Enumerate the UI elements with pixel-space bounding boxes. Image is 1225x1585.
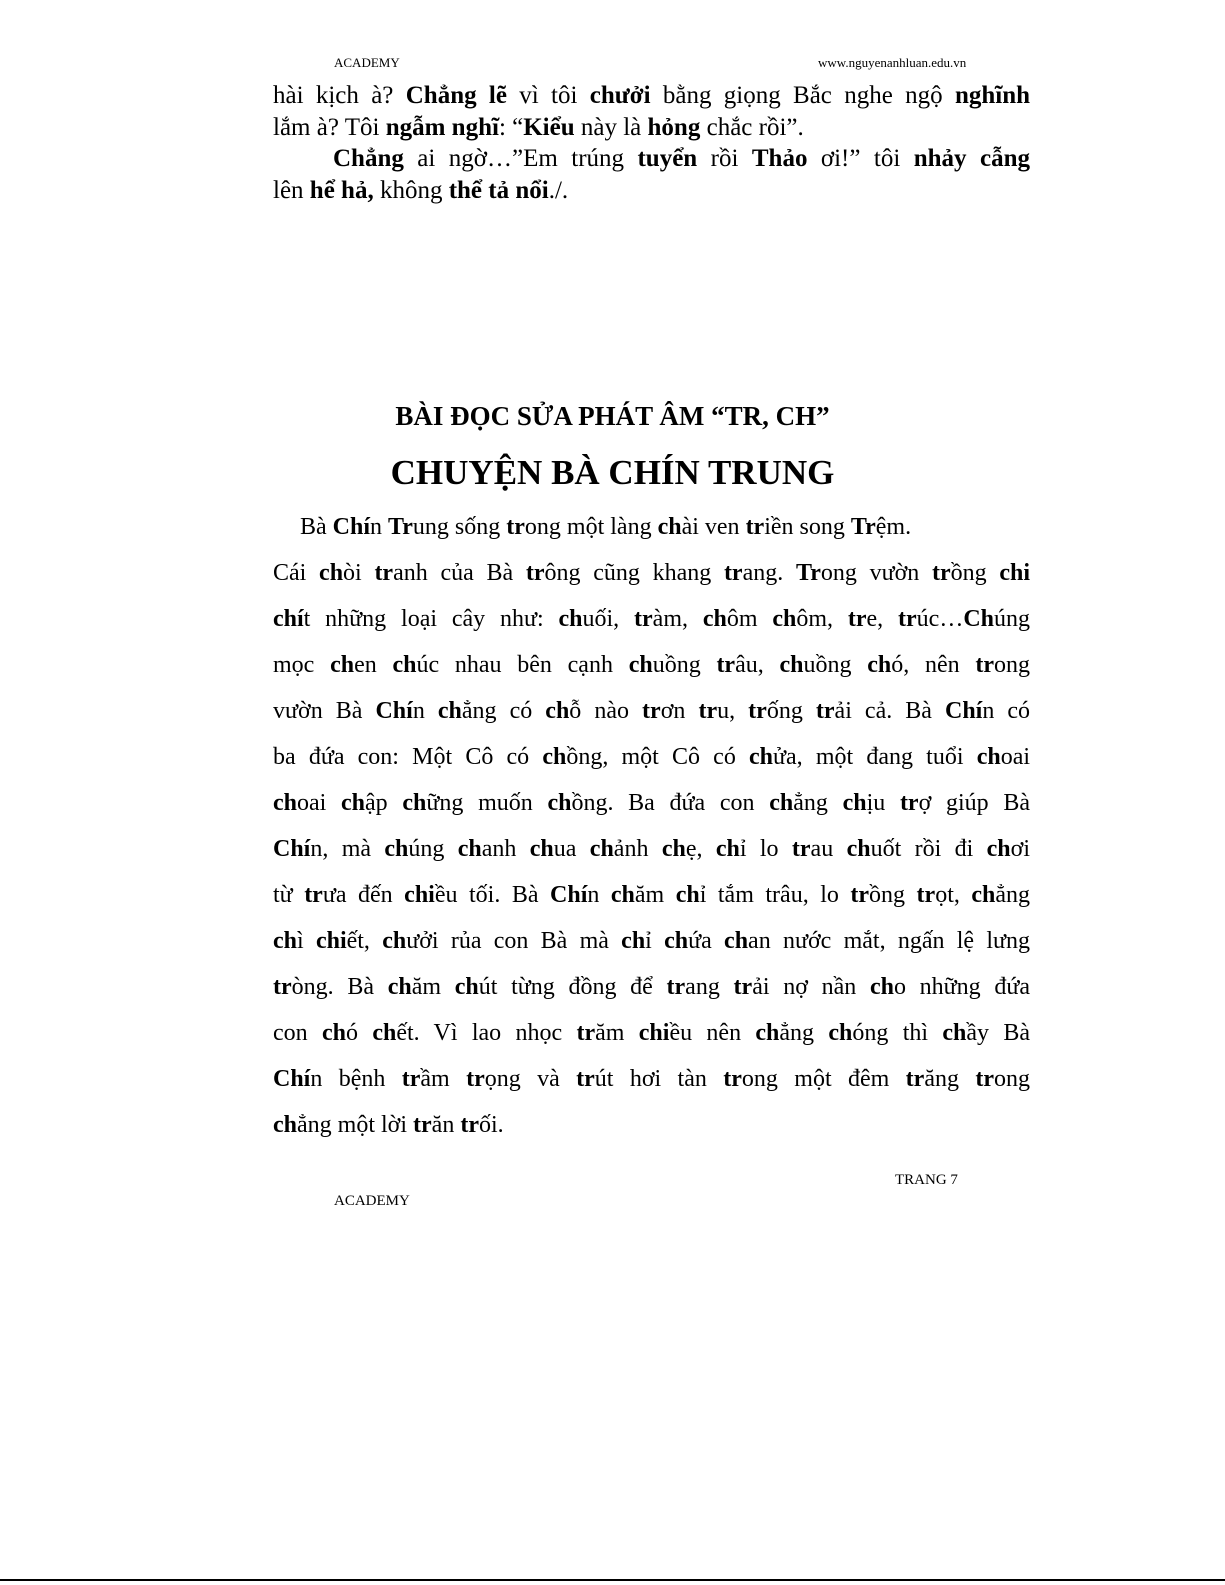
- text-segment: úng: [408, 836, 458, 862]
- text-segment: e,: [866, 606, 899, 632]
- text-segment: ồng: [869, 882, 917, 908]
- text-segment: ./.: [548, 177, 569, 204]
- bold-segment: nghĩnh: [954, 82, 1031, 109]
- text-segment: âu,: [735, 652, 780, 678]
- bold-segment: ngẫm nghĩ: [385, 114, 499, 141]
- text-segment: không: [373, 177, 449, 204]
- story-title: CHUYỆN BÀ CHÍN TRUNG: [390, 453, 835, 492]
- text-segment: anh của Bà: [393, 560, 526, 586]
- bold-segment: ch: [942, 1020, 967, 1046]
- text-segment: ung sống: [412, 514, 507, 540]
- bold-segment: ch: [558, 606, 583, 632]
- story-line: [273, 604, 1030, 634]
- bold-segment: ch: [869, 974, 894, 1000]
- bold-segment: tr: [748, 698, 767, 724]
- text-segment: ối.: [478, 1112, 504, 1138]
- bold-segment: ch: [402, 790, 427, 816]
- bold-segment: tr: [905, 1066, 925, 1092]
- bold-segment: thể tả nổi: [448, 177, 549, 204]
- text-segment: ầy Bà: [966, 1020, 1031, 1046]
- bold-segment: ch: [779, 652, 804, 678]
- text-segment: úc nhau bên cạnh: [416, 652, 629, 678]
- bold-segment: ch: [273, 1112, 297, 1138]
- text-segment: ong: [994, 652, 1031, 678]
- bold-segment: tr: [733, 974, 753, 1000]
- bold-segment: ch: [437, 698, 462, 724]
- text-segment: ai ngờ…”Em trúng: [403, 145, 638, 172]
- bold-segment: chi: [638, 1020, 670, 1046]
- bold-segment: ch: [772, 606, 797, 632]
- bold-segment: ch: [589, 836, 614, 862]
- story-line: [273, 926, 1030, 956]
- bold-segment: ch: [621, 928, 646, 954]
- bold-segment: tr: [716, 652, 736, 678]
- text-segment: ăm: [595, 1020, 639, 1046]
- text-segment: ưa đến: [322, 882, 405, 908]
- text-segment: chắc rồi”.: [700, 114, 804, 141]
- bold-segment: Tr: [388, 514, 413, 540]
- text-segment: ưởi rủa con Bà mà: [406, 928, 622, 954]
- bold-segment: ch: [749, 744, 774, 770]
- bold-segment: ch: [610, 882, 635, 908]
- story-line: [273, 696, 1030, 726]
- footer-academy: ACADEMY: [334, 1193, 410, 1209]
- text-segment: ẹ,: [685, 836, 716, 862]
- text-segment: ệm.: [875, 514, 912, 540]
- text-segment: này là: [574, 114, 648, 141]
- bold-segment: ch: [702, 606, 727, 632]
- story-line: [273, 788, 1030, 818]
- text-segment: an nước mắt, ngấn lệ lưng: [748, 928, 1031, 954]
- bold-segment: tr: [815, 698, 835, 724]
- text-segment: : “: [498, 114, 524, 141]
- text-segment: ống: [766, 698, 816, 724]
- bold-segment: ch: [828, 1020, 853, 1046]
- bold-segment: Chẳng: [333, 145, 404, 172]
- text-segment: ông cũng khang: [544, 560, 724, 586]
- bold-segment: tr: [745, 514, 765, 540]
- bold-segment: Kiểu: [523, 114, 575, 141]
- text-segment: ửa, một đang tuổi: [773, 744, 977, 770]
- text-segment: ơn: [660, 698, 699, 724]
- section-title: BÀI ĐỌC SỬA PHÁT ÂM “TR, CH”: [395, 401, 830, 431]
- bold-segment: Chí: [273, 1066, 311, 1092]
- text-segment: òi: [343, 560, 375, 586]
- text-segment: ồng: [950, 560, 1000, 586]
- story-line: [273, 650, 1030, 680]
- text-segment: n: [412, 698, 438, 724]
- text-segment: ầm: [420, 1066, 467, 1092]
- bold-segment: ch: [661, 836, 686, 862]
- text-segment: ài ven: [681, 514, 746, 540]
- story-line: [273, 972, 1030, 1002]
- bold-segment: ch: [971, 882, 996, 908]
- header-academy: ACADEMY: [334, 55, 400, 70]
- text-segment: anh: [481, 836, 530, 862]
- intro-line: [273, 112, 1030, 144]
- text-segment: ăm: [411, 974, 455, 1000]
- text-segment: mọc: [273, 652, 331, 678]
- text-segment: ết,: [346, 928, 383, 954]
- bold-segment: Chí: [550, 882, 588, 908]
- text-segment: ợ giúp Bà: [918, 790, 1031, 816]
- bold-segment: tr: [642, 698, 661, 724]
- bold-segment: tr: [374, 560, 394, 586]
- story-line: [273, 880, 1030, 910]
- text-segment: ải nợ nần: [752, 974, 870, 1000]
- text-segment: ong vườn: [820, 560, 932, 586]
- bold-segment: Chí: [332, 514, 371, 540]
- text-segment: ọng và: [484, 1066, 577, 1092]
- text-segment: lắm à? Tôi: [273, 114, 386, 141]
- text-segment: iền song: [764, 514, 851, 540]
- text-segment: n: [587, 882, 611, 908]
- text-segment: ịu: [866, 790, 900, 816]
- bold-segment: tr: [931, 560, 951, 586]
- text-segment: ọt,: [935, 882, 972, 908]
- bold-segment: tr: [975, 1066, 995, 1092]
- text-segment: u,: [717, 698, 749, 724]
- text-segment: ỗ nào: [569, 698, 643, 724]
- bold-segment: tr: [304, 882, 323, 908]
- text-segment: ó, nên: [891, 652, 976, 678]
- text-segment: ồng. Ba đứa con: [571, 790, 770, 816]
- intro-line: [273, 80, 1030, 112]
- bold-segment: ch: [724, 928, 749, 954]
- story-line: [273, 1064, 1030, 1094]
- text-segment: ong một đêm: [741, 1066, 906, 1092]
- bold-segment: Chí: [375, 698, 413, 724]
- bold-segment: tr: [723, 1066, 742, 1092]
- text-segment: ảnh: [613, 836, 662, 862]
- text-segment: lên: [273, 177, 310, 204]
- bold-segment: ch: [769, 790, 794, 816]
- text-segment: vì tôi: [506, 82, 590, 109]
- bold-segment: ch: [382, 928, 407, 954]
- bold-segment: chưởi: [589, 82, 651, 109]
- bold-segment: ch: [321, 1020, 346, 1046]
- bold-segment: tr: [466, 1066, 485, 1092]
- story-line: [273, 1018, 1030, 1048]
- bold-segment: chi: [315, 928, 347, 954]
- bold-segment: ch: [273, 790, 297, 816]
- bold-segment: ch: [715, 836, 740, 862]
- bold-segment: nhảy cẫng: [913, 145, 1030, 172]
- bold-segment: tr: [576, 1020, 596, 1046]
- text-segment: ôm,: [796, 606, 848, 632]
- text-segment: uồng: [652, 652, 717, 678]
- bold-segment: ch: [547, 790, 572, 816]
- text-segment: uối,: [582, 606, 635, 632]
- bold-segment: ch: [657, 514, 682, 540]
- bold-segment: tr: [273, 974, 292, 1000]
- text-segment: ẳng: [779, 1020, 829, 1046]
- text-segment: ơi!” tôi: [807, 145, 914, 172]
- bold-segment: tr: [401, 1066, 421, 1092]
- text-segment: ăn: [431, 1112, 461, 1138]
- text-segment: ang: [685, 974, 734, 1000]
- bold-segment: ch: [842, 790, 867, 816]
- bold-segment: ch: [529, 836, 554, 862]
- bold-segment: Tr: [850, 514, 876, 540]
- story-line: [273, 558, 1030, 588]
- text-segment: n có: [982, 698, 1031, 724]
- bold-segment: hể hả,: [309, 177, 374, 204]
- text-segment: ồng, một Cô có: [566, 744, 750, 770]
- text-segment: oai: [1000, 744, 1031, 770]
- bold-segment: ch: [387, 974, 412, 1000]
- bold-segment: ch: [846, 836, 871, 862]
- bold-segment: ch: [273, 928, 297, 954]
- text-segment: ơi: [1010, 836, 1030, 862]
- text-segment: o những đứa: [893, 974, 1030, 1000]
- text-segment: ăm: [634, 882, 676, 908]
- bottom-divider: [0, 1579, 1225, 1581]
- bold-segment: tr: [847, 606, 867, 632]
- text-segment: ong: [994, 1066, 1031, 1092]
- story-line: [273, 1110, 1030, 1140]
- bold-segment: tr: [413, 1112, 432, 1138]
- bold-segment: ch: [454, 974, 479, 1000]
- text-segment: út hơi tàn: [594, 1066, 724, 1092]
- bold-segment: ch: [675, 882, 700, 908]
- bold-segment: hỏng: [647, 114, 701, 141]
- text-segment: ỉ tắm trâu, lo: [699, 882, 851, 908]
- text-segment: ết. Vì lao nhọc: [396, 1020, 577, 1046]
- text-segment: bằng giọng Bắc nghe ngộ: [650, 82, 955, 109]
- bold-segment: tr: [698, 698, 718, 724]
- text-segment: óng thì: [852, 1020, 943, 1046]
- story-line: [273, 834, 1030, 864]
- text-segment: ỉ lo: [739, 836, 792, 862]
- text-segment: ẳng một lời: [297, 1112, 414, 1138]
- bold-segment: ch: [392, 652, 417, 678]
- bold-segment: tr: [898, 606, 917, 632]
- bold-segment: tr: [899, 790, 919, 816]
- text-segment: Bà: [300, 514, 333, 540]
- text-segment: ải cả. Bà: [834, 698, 945, 724]
- intro-line: [273, 143, 1030, 175]
- bold-segment: tr: [576, 1066, 595, 1092]
- bold-segment: tr: [525, 560, 545, 586]
- bold-segment: ch: [384, 836, 409, 862]
- text-segment: ang.: [742, 560, 796, 586]
- text-segment: ba đứa con: Một Cô có: [273, 744, 543, 770]
- bold-segment: tr: [460, 1112, 479, 1138]
- text-segment: ì: [297, 928, 316, 954]
- bold-segment: tr: [975, 652, 995, 678]
- text-segment: n, mà: [310, 836, 385, 862]
- text-segment: àm,: [652, 606, 703, 632]
- page-number: TRANG 7: [895, 1172, 958, 1188]
- bold-segment: ch: [545, 698, 570, 724]
- bold-segment: ch: [755, 1020, 780, 1046]
- text-segment: òng. Bà: [291, 974, 388, 1000]
- story-line: [273, 742, 1030, 772]
- bold-segment: ch: [319, 560, 344, 586]
- text-segment: con: [273, 1020, 322, 1046]
- text-segment: oai: [297, 790, 342, 816]
- text-segment: út từng đồng để: [478, 974, 667, 1000]
- bold-segment: Chẳng lẽ: [405, 82, 507, 109]
- text-segment: úng: [994, 606, 1031, 632]
- text-segment: t những loại cây như:: [303, 606, 559, 632]
- bold-segment: Ch: [963, 606, 995, 632]
- bold-segment: Chí: [944, 698, 983, 724]
- text-segment: ua: [553, 836, 590, 862]
- bold-segment: ch: [457, 836, 482, 862]
- bold-segment: ch: [986, 836, 1011, 862]
- bold-segment: chi: [404, 882, 435, 908]
- text-segment: ều tối. Bà: [434, 882, 551, 908]
- bold-segment: tr: [666, 974, 686, 1000]
- text-segment: ỉ: [645, 928, 665, 954]
- text-segment: ững muốn: [426, 790, 548, 816]
- text-segment: ẳng: [995, 882, 1031, 908]
- text-segment: ôm: [726, 606, 773, 632]
- story-line: [300, 512, 1000, 542]
- bold-segment: ch: [664, 928, 689, 954]
- bold-segment: tr: [916, 882, 936, 908]
- text-segment: en: [354, 652, 393, 678]
- bold-segment: ch: [976, 744, 1001, 770]
- text-segment: ăng: [924, 1066, 976, 1092]
- bold-segment: Thảo: [751, 145, 808, 172]
- intro-line: [273, 175, 1030, 207]
- bold-segment: ch: [372, 1020, 397, 1046]
- bold-segment: chí: [273, 606, 304, 632]
- text-segment: ẳng có: [461, 698, 546, 724]
- header-website: www.nguyenanhluan.edu.vn: [818, 55, 967, 70]
- bold-segment: tr: [791, 836, 811, 862]
- text-segment: uồng: [803, 652, 868, 678]
- text-segment: ứa: [688, 928, 725, 954]
- text-segment: Cái: [273, 560, 320, 586]
- text-segment: ong một làng: [524, 514, 658, 540]
- bold-segment: tr: [850, 882, 870, 908]
- bold-segment: ch: [867, 652, 892, 678]
- bold-segment: chi: [999, 560, 1031, 586]
- text-segment: rồi: [697, 145, 752, 172]
- bold-segment: tr: [634, 606, 653, 632]
- bold-segment: tuyển: [637, 145, 698, 172]
- bold-segment: ch: [341, 790, 366, 816]
- bold-segment: tr: [723, 560, 743, 586]
- text-segment: ều nên: [669, 1020, 756, 1046]
- bold-segment: tr: [506, 514, 525, 540]
- text-segment: uốt rồi đi: [870, 836, 987, 862]
- text-segment: ẳng: [793, 790, 843, 816]
- text-segment: n: [370, 514, 389, 540]
- bold-segment: Tr: [795, 560, 821, 586]
- bold-segment: Chí: [273, 836, 311, 862]
- bold-segment: ch: [542, 744, 567, 770]
- text-segment: vườn Bà: [273, 698, 376, 724]
- text-segment: úc…: [916, 606, 964, 632]
- text-segment: ập: [365, 790, 403, 816]
- text-segment: n bệnh: [310, 1066, 402, 1092]
- bold-segment: ch: [330, 652, 355, 678]
- text-segment: au: [810, 836, 847, 862]
- text-segment: ó: [345, 1020, 373, 1046]
- bold-segment: ch: [628, 652, 653, 678]
- text-segment: từ: [273, 882, 305, 908]
- text-segment: hài kịch à?: [273, 82, 406, 109]
